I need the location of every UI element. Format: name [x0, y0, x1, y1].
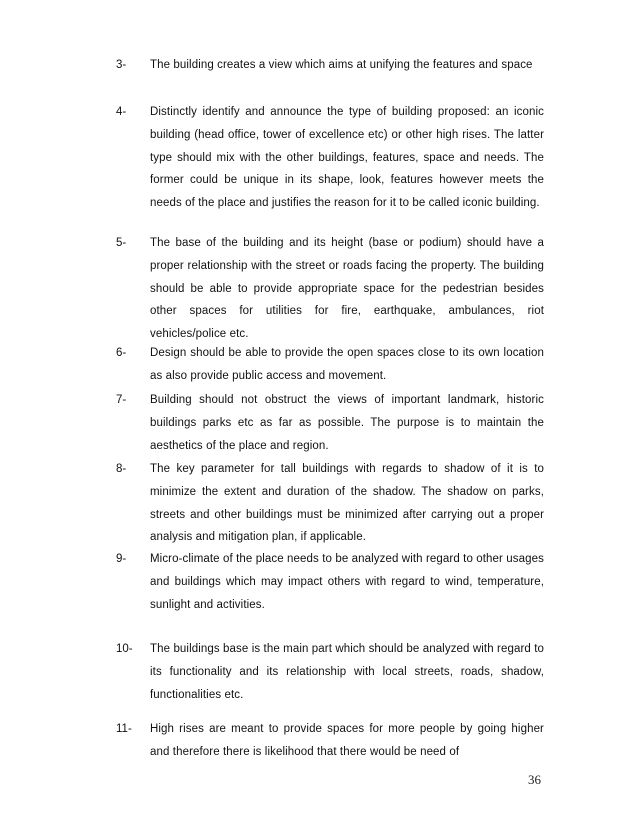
item-text: The base of the building and its height (base or podium) should have a proper relationship with the street or roads facing the property. The building should be able to provide appropriate space for the pedestrian besides other spaces for utilities for fire, earthquake, ambulances, riot vehicles/police etc.: [150, 237, 544, 341]
item-text: Distinctly identify and announce the type of building proposed: an iconic building (head office, tower of excellence etc) or other high rises. The latter type should mix with the other buildings, features, space and needs. The former could be unique in its shape, look, features however meets the needs of the place and justifies the reason for it to be called iconic building.: [150, 106, 544, 210]
item-text: The building creates a view which aims at unifying the features and space: [150, 59, 533, 71]
item-text: The buildings base is the main part which should be analyzed with regard to its functionality and its relationship with local streets, roads, shadow, functionalities etc.: [150, 643, 544, 701]
page-number: 36: [528, 772, 541, 787]
item-text: High rises are meant to provide spaces for more people by going higher and therefore there is likelihood that there would be need of: [150, 723, 544, 758]
item-number: 10-: [116, 643, 133, 655]
item-number: 7-: [116, 394, 127, 406]
item-number: 4-: [116, 106, 127, 118]
item-text: Building should not obstruct the views of important landmark, historic buildings parks etc as far as possible. The purpose is to maintain the aesthetics of the place and region.: [150, 394, 544, 452]
item-number: 3-: [116, 59, 127, 71]
item-number: 11-: [116, 723, 132, 735]
item-text: The key parameter for tall buildings with regards to shadow of it is to minimize the extent and duration of the shadow. The shadow on parks, streets and other buildings must be minimized after carrying out a proper analysis and mitigation plan, if applicable.: [150, 463, 544, 544]
item-text: Micro-climate of the place needs to be analyzed with regard to other usages and buildings which may impact others with regard to wind, temperature, sunlight and activities.: [150, 553, 544, 611]
item-number: 8-: [116, 463, 127, 475]
item-text: Design should be able to provide the open spaces close to its own location as also provide public access and movement.: [150, 347, 544, 382]
item-number: 9-: [116, 553, 127, 565]
item-number: 6-: [116, 347, 127, 359]
item-number: 5-: [116, 237, 127, 249]
